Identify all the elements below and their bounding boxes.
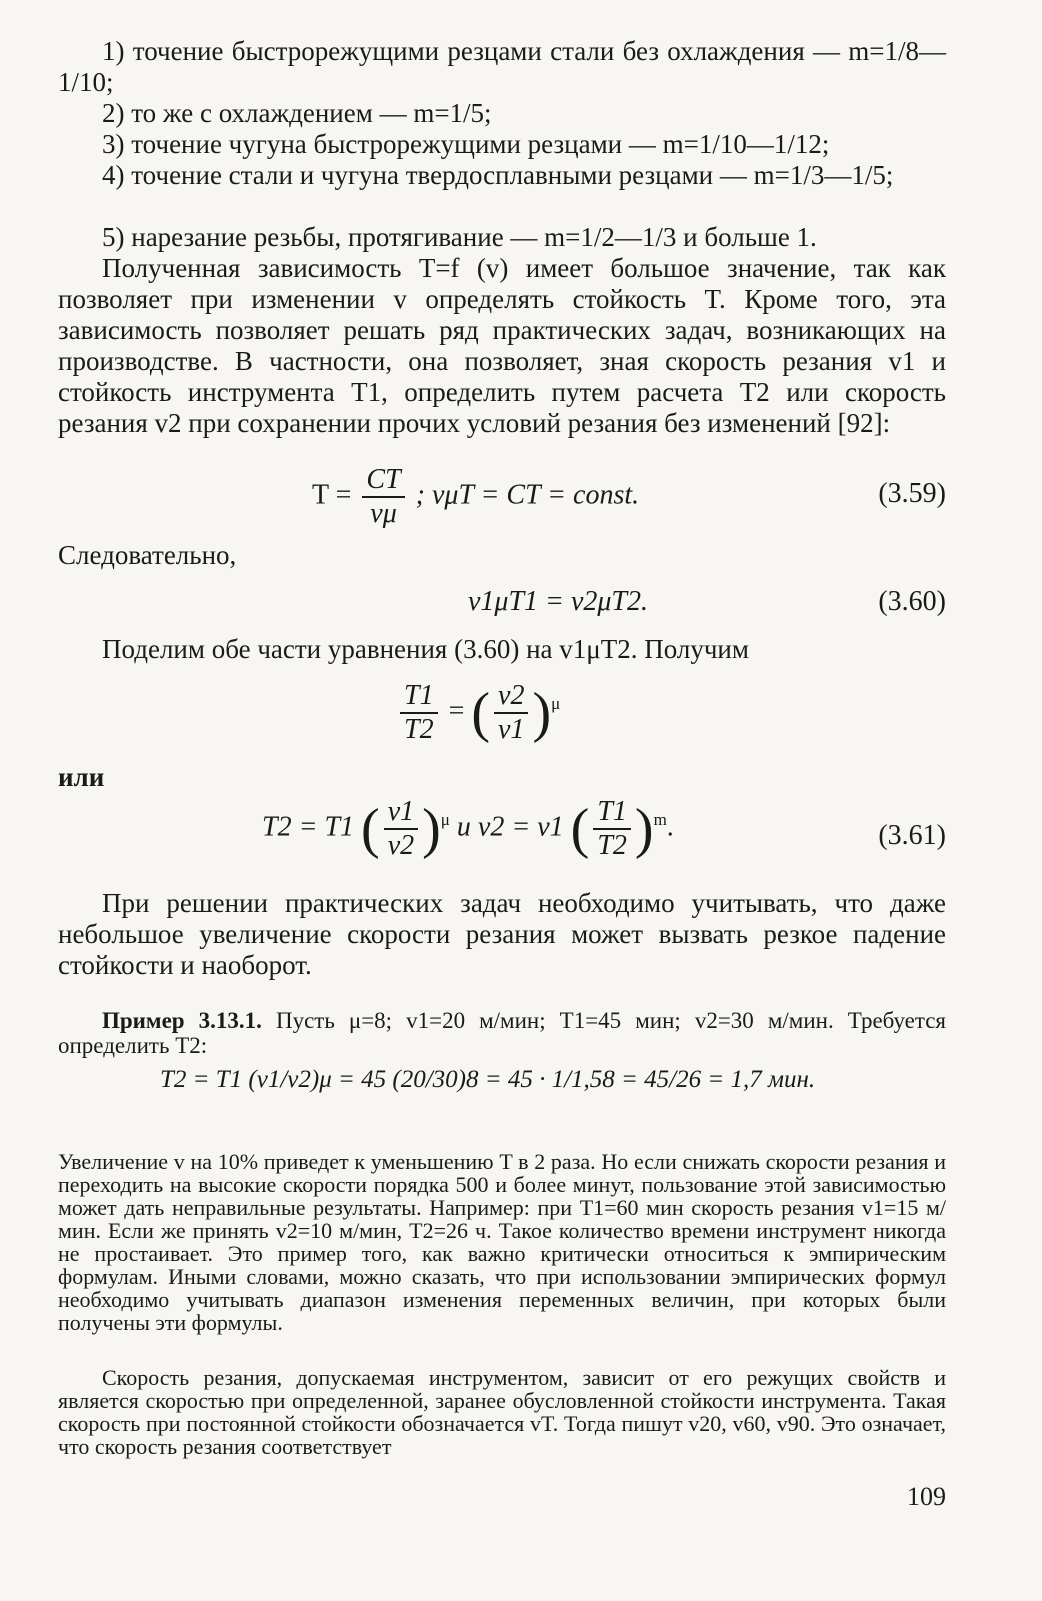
list-item-1: 1) точение быстрорежущими резцами стали без охлаждения — m=1/8—1/10; bbox=[58, 36, 946, 97]
word-or: или bbox=[58, 762, 105, 792]
example-calculation: T2 = T1 (v1/v2)μ = 45 (20/30)8 = 45 · 1/1,58 = 45/26 = 1,7 мин. bbox=[160, 1066, 816, 1093]
equation-ratio: $\frac{T1}{T2}$ = ( $\frac{v2}{v1}$ )$^\mu$ bbox=[396, 680, 560, 746]
list-item-5: 5) нарезание резьбы, протягивание — m=1/2—1/3 и больше 1. bbox=[102, 222, 817, 252]
paragraph-divide: Поделим обе части уравнения (3.60) на v1μT2. Получим bbox=[102, 634, 749, 664]
word-consequently: Следовательно, bbox=[58, 540, 237, 570]
small-paragraph-note: Увеличение v на 10% приведет к уменьшению T в 2 раза. Но если снижать скорости резания и переходить на высокие скорости порядка 500 и более минут, пользование этой зависимостью может дать неправильные результаты. Например: при T1=60 мин скорость резания v1=15 м/мин. Если же принять v2=10 м/мин, T2=26 ч. Такое количество времени инструмент никогда не простаивает. Это пример того, как важно критически относиться к эмпирическим формулам. Иными словами, можно сказать, что при использовании эмпирических формул необходимо учитывать диапазон изменения переменных величин, при которых были получены эти формулы. bbox=[58, 1149, 946, 1335]
small-paragraph-speed: Скорость резания, допускаемая инструментом, зависит от его режущих свойств и является скоростью при определенной, заранее обусловленной стойкости инструмента. Такая скорость при постоянной стойкости обозначается vT. Тогда пишут v20, v60, v90. Это означает, что скорость резания соответствует bbox=[58, 1365, 946, 1459]
equation-3-61: T2 = T1 ( $\frac{v1}{v2}$ )$^\mu$ и v2 = v1 ( $\frac{T1}{T2}$ )$^m$. bbox=[262, 796, 674, 861]
paragraph-conclusion: При решении практических задач необходимо учитывать, что даже небольшое увеличение скорости резания может вызвать резкое падение стойкости и наоборот. bbox=[58, 888, 946, 980]
example-block: Пример 3.13.1. Пусть μ=8; v1=20 м/мин; T1=45 мин; v2=30 м/мин. Требуется определить T2: bbox=[58, 1008, 946, 1058]
paragraph-dependence: Полученная зависимость T=f (v) имеет большое значение, так как позволяет при изменении v определять стойкость T. Кроме того, эта зависимость позволяет решать ряд практических задач, возникающих на производстве. В частности, она позволяет, зная скорость резания v1 и стойкость инструмента T1, определить путем расчета T2 или скорость резания v2 при сохранении прочих условий резания без изменений [92]: bbox=[58, 253, 946, 438]
list-item-3: 3) точение чугуна быстрорежущими резцами — m=1/10—1/12; bbox=[102, 129, 830, 159]
equation-3-60: v1μT1 = v2μT2. bbox=[468, 586, 649, 617]
equation-number: (3.59) bbox=[878, 478, 946, 509]
equation-number: (3.60) bbox=[878, 586, 946, 617]
page-number: 109 bbox=[907, 1482, 946, 1511]
list-item-4: 4) точение стали и чугуна твердосплавными резцами — m=1/3—1/5; bbox=[102, 160, 894, 190]
equation-3-59: T = $\frac{CT}{v\mu}$ ; vμT = CT = const. bbox=[312, 464, 640, 529]
list-item-2: 2) то же с охлаждением — m=1/5; bbox=[102, 98, 492, 128]
equation-number: (3.61) bbox=[878, 820, 946, 851]
